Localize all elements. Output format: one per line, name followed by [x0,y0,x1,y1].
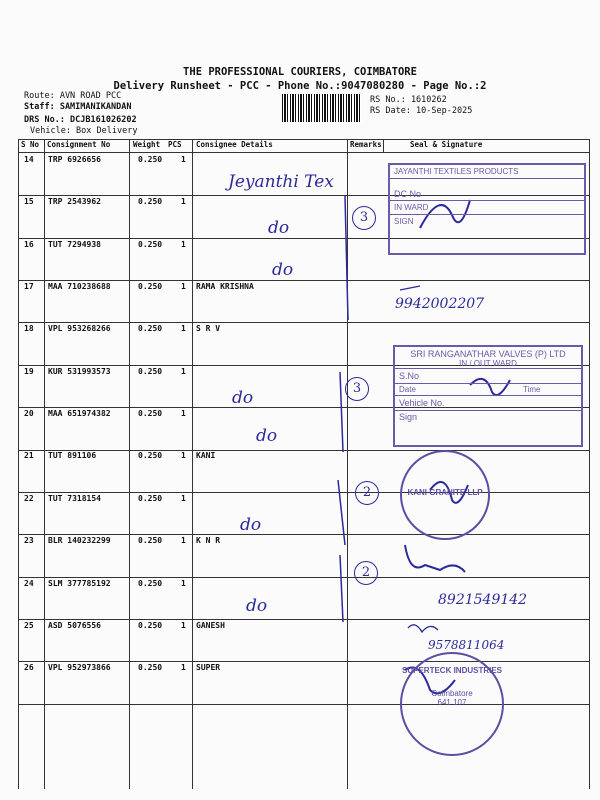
cell-sno: 15 [24,197,34,207]
cell-weight: 0.250 [138,282,163,292]
remark-count: 3 [345,377,369,401]
cell-consignment: VPL 952973866 [48,663,111,673]
stamp-field: Vehicle No. [395,396,581,411]
cell-consignment: VPL 953268266 [48,324,111,334]
handwritten-ditto: do [240,515,262,535]
cell-pcs: 1 [181,155,186,164]
stamp-field-label: Time [523,385,541,394]
cell-sno: 25 [24,620,34,630]
cell-weight: 0.250 [138,451,163,461]
cell-consignment: TUT 7318154 [48,493,101,503]
runsheet-subtitle: Delivery Runsheet - PCC - Phone No.:9047080280 - Page No.:2 [113,80,487,92]
cell-weight: 0.250 [138,620,163,630]
cell-weight: 0.250 [138,239,163,249]
cell-consignee: K N R [196,536,221,546]
seal-pin: 641 107 [437,698,467,707]
cell-consignment: ASD 5076556 [48,620,101,630]
cell-weight: 0.250 [138,493,163,503]
cell-pcs: 1 [181,451,186,461]
cell-consignee: GANESH [196,620,225,630]
cell-consignee: KANI [196,451,216,461]
jeyanthi-stamp [388,163,586,255]
stamp-field: SIGN [394,217,414,226]
cell-weight: 0.250 [138,536,163,546]
handwritten-ditto: do [268,218,290,238]
cell-pcs: 1 [181,620,186,630]
cell-consignee: SUPER [196,663,221,673]
col-header-sno: S No [21,140,40,149]
cell-consignment: TUT 891106 [48,451,97,461]
cell-sno: 14 [24,155,34,164]
remark-count: 2 [355,481,379,505]
cell-consignee: S R V [196,324,221,334]
srv-stamp [393,345,583,447]
stamp-field: S.No [395,369,581,384]
col-header-consignee: Consignee Details [196,140,273,149]
cell-consignment: MAA 710238688 [48,282,111,292]
route-text: Route: AVN ROAD PCC [24,91,122,101]
col-header-consignment: Consignment No [47,140,111,149]
cell-pcs: 1 [181,197,186,207]
cell-sno: 20 [24,409,34,419]
seal-text: SUPERTECK INDUSTRIES [402,666,503,675]
cell-weight: 0.250 [138,197,163,207]
cell-sno: 19 [24,366,34,376]
rs-date: RS Date: 10-Sep-2025 [370,106,473,116]
stamp-field: IN WARD [390,201,584,215]
cell-pcs: 1 [181,663,186,673]
cell-consignment: TUT 7294938 [48,239,101,249]
col-header-pcs: PCS [168,140,182,149]
cell-pcs: 1 [181,578,186,588]
cell-consignment: TRP 6926656 [48,155,101,164]
cell-sno: 16 [24,239,34,249]
rs-number: RS No.: 1610262 [370,95,447,105]
cell-weight: 0.250 [138,409,163,419]
handwritten-ditto: do [246,596,268,616]
seal-city: Coimbatore [431,689,473,698]
handwritten-phone: 8921549142 [438,592,528,608]
supertek-seal [400,652,504,756]
stamp-field: Sign [399,412,418,422]
handwritten-ditto: do [256,426,278,446]
cell-consignment: TRP 2543962 [48,197,101,207]
cell-consignment: MAA 651974382 [48,409,111,419]
cell-pcs: 1 [181,536,186,546]
handwritten-consignee: Jeyanthi Tex [228,172,334,192]
stamp-title: JAYANTHI TEXTILES PRODUCTS [390,165,584,179]
stamp-title: SRI RANGANATHAR VALVES (P) LTD [410,349,566,359]
cell-pcs: 1 [181,324,186,334]
staff-text: Staff: SAMIMANIKANDAN [24,102,132,112]
handwritten-phone: 9942002207 [395,296,485,312]
company-title: THE PROFESSIONAL COURIERS, COIMBATORE [183,66,417,78]
cell-sno: 26 [24,663,34,673]
cell-consignee: RAMA KRISHNA [196,282,254,292]
remark-count: 2 [354,561,378,585]
kani-seal [400,450,490,540]
cell-pcs: 1 [181,282,186,292]
cell-pcs: 1 [181,409,186,419]
cell-weight: 0.250 [138,578,163,588]
cell-consignment: KUR 531993573 [48,366,111,376]
drs-text: DRS No.: DCJB161026202 [24,115,137,125]
handwritten-ditto: do [232,388,254,408]
seal-text: KANI GRANITE LLP [407,488,483,497]
cell-weight: 0.250 [138,324,163,334]
col-header-weight: Weight [133,140,161,149]
cell-weight: 0.250 [138,366,163,376]
handwritten-ditto: do [272,260,294,280]
cell-sno: 18 [24,324,34,334]
cell-sno: 22 [24,493,34,503]
stamp-subtitle: IN / OUT WARD [395,359,581,369]
cell-weight: 0.250 [138,155,163,164]
col-header-remarks: Remarks [350,140,382,149]
cell-pcs: 1 [181,493,186,503]
cell-sno: 17 [24,282,34,292]
cell-consignment: SLM 377785192 [48,578,111,588]
cell-pcs: 1 [181,366,186,376]
cell-sno: 24 [24,578,34,588]
col-header-seal: Seal & Signature [410,140,483,149]
cell-pcs: 1 [181,239,186,249]
stamp-field [395,384,581,396]
stamp-field-label: Date [399,385,416,394]
vehicle-text: Vehicle: Box Delivery [30,126,138,136]
cell-weight: 0.250 [138,663,163,673]
handwritten-phone: 9578811064 [428,638,505,652]
stamp-field: DC No [390,179,584,201]
cell-sno: 21 [24,451,34,461]
cell-sno: 23 [24,536,34,546]
remark-count: 3 [352,206,376,230]
cell-consignment: BLR 140232299 [48,536,111,546]
